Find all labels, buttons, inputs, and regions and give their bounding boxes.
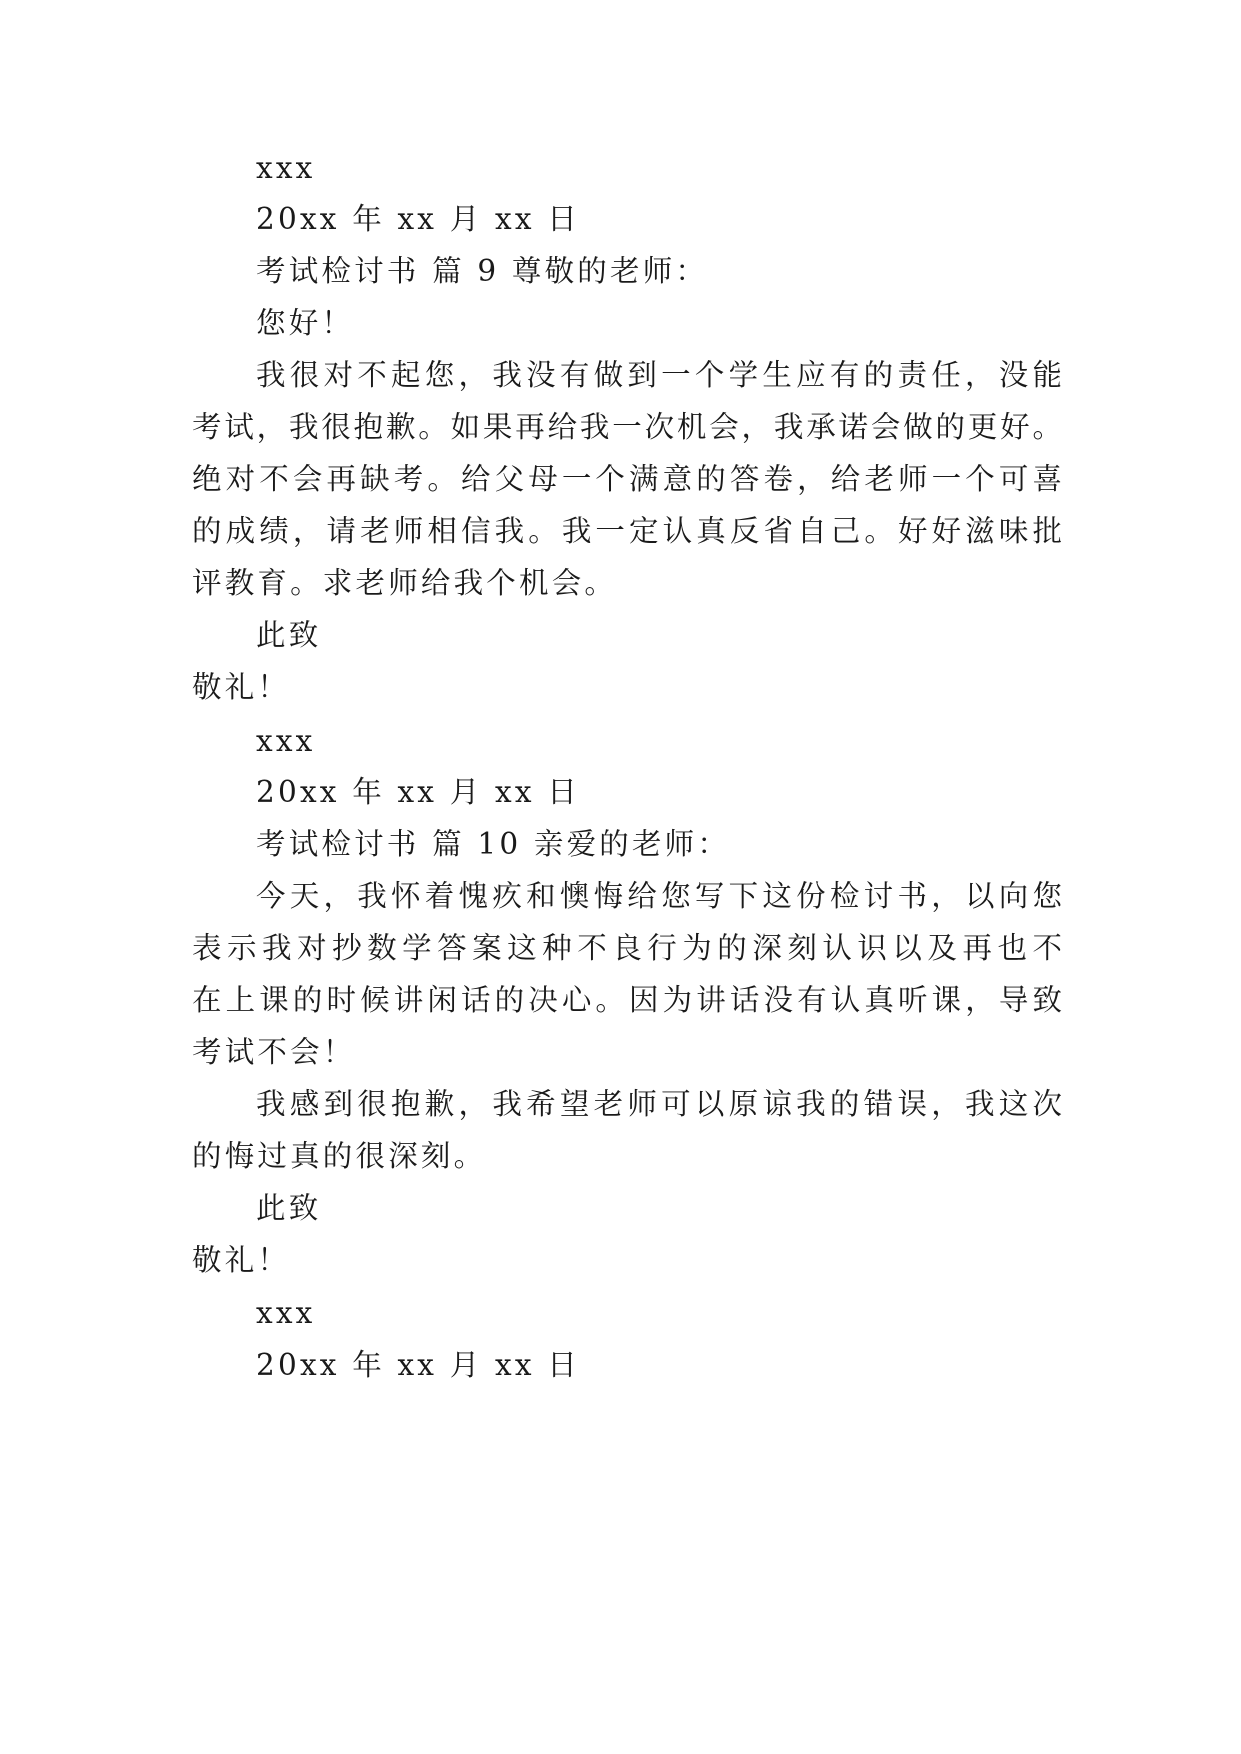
body-text-line: 我感到很抱歉，我希望老师可以原谅我的错误，我这次: [256, 1087, 1062, 1121]
signature-name: xxx: [256, 1296, 316, 1330]
signature-name: xxx: [256, 724, 316, 758]
body-text-line: 在上课的时候讲闲话的决心。因为讲话没有认真听课，导致: [192, 983, 1062, 1017]
signature-date: 20xx 年 xx 月 xx 日: [256, 202, 580, 236]
body-text-line: 今天，我怀着愧疚和懊悔给您写下这份检讨书，以向您: [256, 879, 1062, 913]
body-text-line: 的悔过真的很深刻。: [192, 1139, 487, 1173]
body-text-line: 考试，我很抱歉。如果再给我一次机会，我承诺会做的更好。: [192, 410, 1062, 444]
closing-phrase: 此致: [256, 618, 322, 652]
greeting: 您好！: [256, 306, 355, 340]
section-heading: 考试检讨书 篇 9 尊敬的老师：: [256, 254, 709, 288]
body-text-line: 我很对不起您，我没有做到一个学生应有的责任，没能: [256, 358, 1062, 392]
body-text-line: 评教育。求老师给我个机会。: [192, 566, 618, 600]
signature-date: 20xx 年 xx 月 xx 日: [256, 1348, 580, 1382]
body-text-line: 表示我对抄数学答案这种不良行为的深刻认识以及再也不: [192, 931, 1062, 965]
closing-salute: 敬礼！: [192, 1243, 291, 1277]
closing-salute: 敬礼！: [192, 670, 291, 704]
closing-phrase: 此致: [256, 1191, 322, 1225]
section-heading: 考试检讨书 篇 10 亲爱的老师：: [256, 827, 731, 861]
signature-name: xxx: [256, 151, 316, 185]
body-text-line: 考试不会！: [192, 1035, 356, 1069]
body-text-line: 的成绩，请老师相信我。我一定认真反省自己。好好滋味批: [192, 514, 1062, 548]
signature-date: 20xx 年 xx 月 xx 日: [256, 775, 580, 809]
body-text-line: 绝对不会再缺考。给父母一个满意的答卷，给老师一个可喜: [192, 462, 1062, 496]
